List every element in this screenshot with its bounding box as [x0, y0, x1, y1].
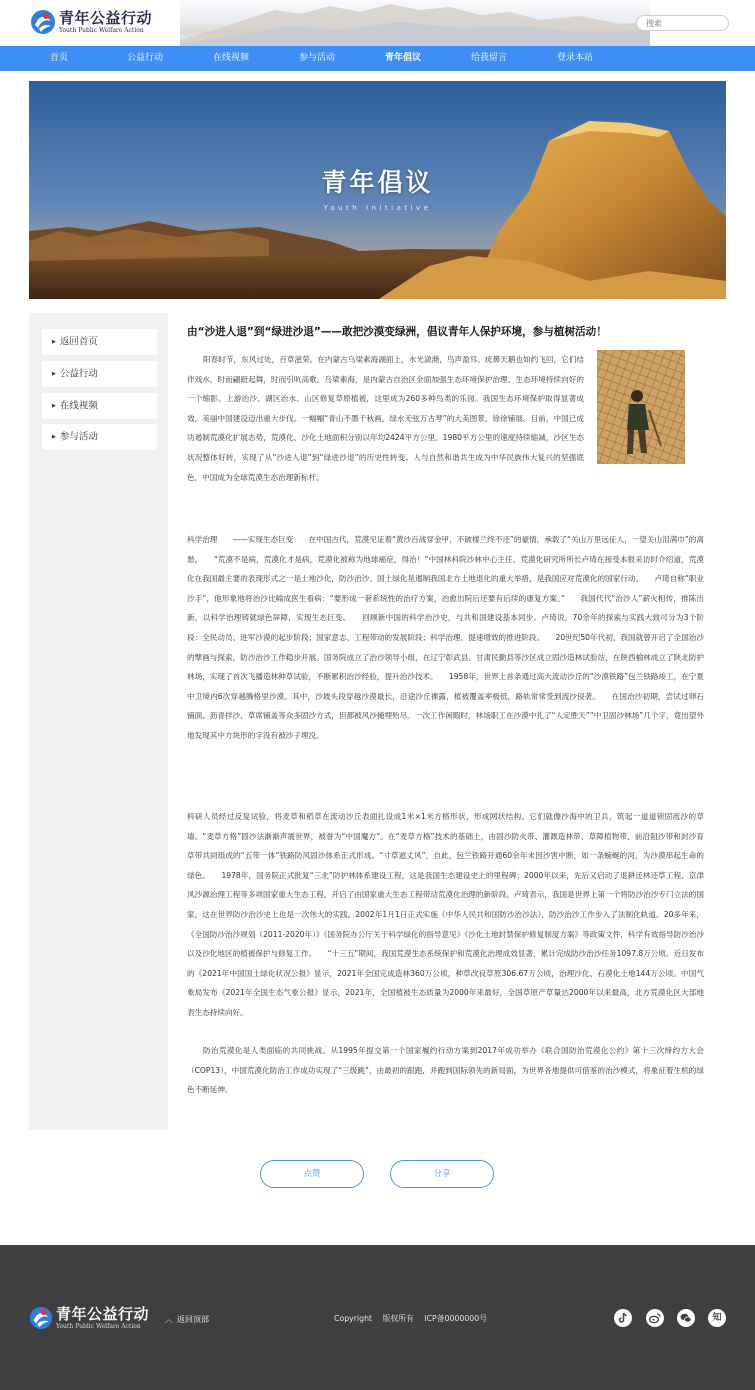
sidebar-item-label: 在线视频 — [59, 400, 98, 412]
chevron-up-icon: ︿ — [165, 1315, 173, 1324]
site-header — [0, 0, 755, 46]
logo-text-cn: 青年公益行动 — [59, 8, 153, 27]
logo-text-en: Youth Public Welfare Action — [59, 26, 144, 34]
banner-subtitle: Youth Initiative — [323, 204, 432, 212]
copyright-text: Copyright — [334, 1314, 373, 1323]
main-nav — [0, 46, 755, 71]
sidebar-item-label: 参与活动 — [59, 431, 98, 443]
tiktok-icon[interactable] — [614, 1309, 632, 1327]
back-to-top-link[interactable] — [165, 1314, 209, 1325]
wechat-icon[interactable] — [677, 1309, 695, 1327]
triangle-right-icon: ▶ — [52, 339, 56, 345]
sidebar-item-activities[interactable] — [42, 424, 157, 450]
header-mountain-decoration — [180, 0, 650, 46]
logo-icon — [30, 9, 56, 35]
article-paragraph: 防治荒漠化是人类面临的共同挑战。从1995年提交第一个国家履约行动方案到2017年成功举办《联合国防治荒漠化公约》第十三次缔约方大会（COP13），中国荒漠化防治工作成功实现了“三级跳”，由最初的跟跑，并跑到国际领先的新局面，为世界各地提供可借鉴的治沙模式，将象征着生机的绿色不断延伸。 — [187, 1046, 704, 1095]
sidebar-item-home[interactable] — [42, 329, 157, 355]
nav-item-activities[interactable]: 参与活动 — [298, 53, 335, 63]
sidebar-item-welfare[interactable] — [42, 361, 157, 387]
article-paragraph: 科学治理 ——实现生态巨变 在中国古代，荒漠见证着“黄沙百战穿金甲，不破楼兰终不还”的豪情，承载了“关山万里远征人，一望关山泪满巾”的离愁。 “荒漠不是病，荒漠化才是病，荒漠化被称为地球癌症，得治！”中国林科院沙林中心主任、荒漠化研究所所长卢琦在接受本报采访时介绍道，荒漠化在我国最主要的表现形式之一是土地沙化，防沙治沙、国土绿化是遏制我国北方土地退化的重大举措，是我国应对荒漠化的国家行动。 卢琦自称“职业沙手”，他形象地将治沙比喻成医生看病：“要形成一套系统性的治疗方案，治愈出院后还要有后续的康复方案。” 我国代代“治沙人”薪火相传，推陈出新，以科学治理铸就绿色屏障，实现生态巨变。 回顾新中国的科学治沙史，与共和国建设基本同步。卢琦说，70余年的探索与实践大致可分为3个阶段：全民动员、进军沙漠的起步阶段；国家意志、工程带动的发展阶段；科学治理、提速增效的推进阶段。 20世纪50年代初，我国就曾开启了全国治沙的擘画与探索，防沙治沙工作稳步开展。国务院成立了治沙领导小组，在辽宁彰武县、甘肃民勤县等沙区成立固沙造林试验站，在陕西榆林成立了陕北防护林场，实现了首次飞播造林种草试验，不断累积治沙经验，提升治沙技术。 1958年，世界上首条通过高大流动沙丘的“沙漠铁路”包兰铁路竣工，在宁夏中卫境内6次穿越腾格里沙漠。其中，沙坡头段穿越沙漠最长，沿途沙丘裸露，植被覆盖率极低，路轨常常受到流沙侵袭。 在国治沙初期，尝试过卵石铺面、沥青拌沙、草席铺盖等众多固沙方式，但都被风沙掩埋殆尽。一次工作闲暇时，林场职工在沙漠中扎了“人定胜天”“中卫固沙林场”几个字，竟出望外地发现其中方块形的字没有被沙子埋没。 — [187, 535, 704, 740]
zhihu-icon[interactable]: 知 — [708, 1309, 726, 1327]
article-paragraph: 阳春时节，东风过处，百草滋荣。在内蒙古乌梁素海湖面上，水光潋滟，鸟声盈耳。疣鼻天鹅也如约飞回，它们结伴戏水，时而翩跹起舞，时而引吭高歌。乌梁素海，是内蒙古自治区全面加强生态环境保护治理、生态环境持续向好的一个缩影。上游治沙、湖区治水、山区修复草原植被，这里成为260多种鸟类的乐园。我国生态环境保护取得显著成效，美丽中国建设迈出重大步伐。一幅幅“青山不墨千秋画，绿水无弦万古琴”的大美图景，徐徐铺展。目前，中国已成功遏制荒漠化扩展态势，荒漠化、沙化土地面积分别以年均2424平方公里、1980平方公里的速度持续缩减，沙区生态状况整体好转，实现了从“沙进人退”到“绿进沙退”的历史性转变。人与自然和谐共生成为中华民族伟大复兴的坚强底色，中国成为全球荒漠生态治理新标杆。 — [187, 355, 584, 482]
triangle-right-icon: ▶ — [52, 371, 56, 377]
nav-item-welfare[interactable]: 公益行动 — [126, 53, 163, 63]
icp-link[interactable]: ICP备0000000号 — [424, 1314, 488, 1323]
nav-item-home[interactable]: 首页 — [49, 53, 68, 63]
weibo-icon[interactable] — [646, 1309, 664, 1327]
nav-item-message[interactable]: 给我留言 — [470, 53, 507, 63]
site-logo[interactable] — [30, 9, 152, 35]
footer-logo[interactable] — [29, 1306, 149, 1330]
share-button[interactable]: 分享 — [390, 1160, 494, 1188]
copyright-info — [334, 1313, 495, 1324]
nav-item-login[interactable]: 登录本站 — [556, 53, 593, 63]
banner-title: 青年倡议 — [321, 168, 434, 197]
footer-logo-text-en: Youth Public Welfare Action — [56, 1322, 141, 1330]
sidebar-item-label: 公益行动 — [59, 368, 98, 380]
back-to-top-label: 返回顶部 — [177, 1315, 209, 1324]
article-title: 由“沙进人退”到“绿进沙退”——敢把沙漠变绿洲，倡议青年人保护环境，参与植树活动！ — [187, 326, 607, 338]
rights-text: 版权所有 — [382, 1314, 414, 1323]
nav-item-video[interactable]: 在线视频 — [212, 53, 249, 63]
page-banner — [29, 81, 726, 299]
sidebar-item-label: 返回首页 — [59, 336, 98, 348]
search-input[interactable] — [636, 15, 729, 31]
like-button[interactable]: 点赞 — [260, 1160, 364, 1188]
footer-logo-text-cn: 青年公益行动 — [56, 1304, 150, 1323]
article-photo — [597, 350, 685, 464]
sidebar-item-video[interactable] — [42, 393, 157, 419]
article-paragraph: 科研人员经过反复试验，将麦草和稻草在流动沙丘表面扎设成1米×1米方格形状，形成网状结构。它们就像沙海中的卫兵，筑起一道道锁固流沙的草墙。“麦草方格”固沙法渐渐声震世界，被誉为“中国魔方”。在“麦草方格”技术的基础上，由固沙防火带、灌溉造林带、草障植物带、前沿阻沙带和封沙育草带共同组成的“五带一体”铁路防风固沙体系正式形成。“寸草遮丈风”，自此，包兰铁路开通60余年未因沙害中断，如一条蜿蜒的河，为沙漠串起生命的绿色。 1978年，国务院正式批复“三北”防护林体系建设工程，这是我国生态建设史上的里程碑；2000年以来，先后又启动了退耕还林还草工程、京津风沙源治理工程等多项国家重大生态工程，开启了由国家重大生态工程带动荒漠化治理的新阶段。卢琦表示，我国是世界上第一个将防沙治沙专门立法的国家，这在世界防沙治沙史上也是一次伟大的实践。2002年1月1日正式实施《中华人民共和国防沙治沙法》，防沙治沙工作步入了法制化轨道。20多年来，《全国防沙治沙规划（2011-2020年）》《国务院办公厅关于科学绿化的指导意见》《沙化土地封禁保护修复制度方案》等政策文件，科学有效指导防沙治沙以及沙化地区的植被保护与修复工作。 “十三五”期间，我国荒漠生态系统保护和荒漠化治理成效显著，累计完成防沙治沙任务1097.8万公顷。近日发布的《2021年中国国土绿化状况公报》显示，2021年全国完成造林360万公顷，种草改良草原306.67万公顷，治理沙化、石漠化土地144万公顷。中国气象局发布《2021年全国生态气象公报》显示，2021年，全国植被生态质量为2000年来最好，全国草原产草量达2000年以来最高，北方荒漠化区大部地表生态持续向好。 — [187, 812, 704, 1017]
logo-icon — [29, 1306, 53, 1330]
triangle-right-icon: ▶ — [52, 403, 56, 409]
triangle-right-icon: ▶ — [52, 434, 56, 440]
nav-item-initiative[interactable]: 青年倡议 — [384, 53, 421, 63]
